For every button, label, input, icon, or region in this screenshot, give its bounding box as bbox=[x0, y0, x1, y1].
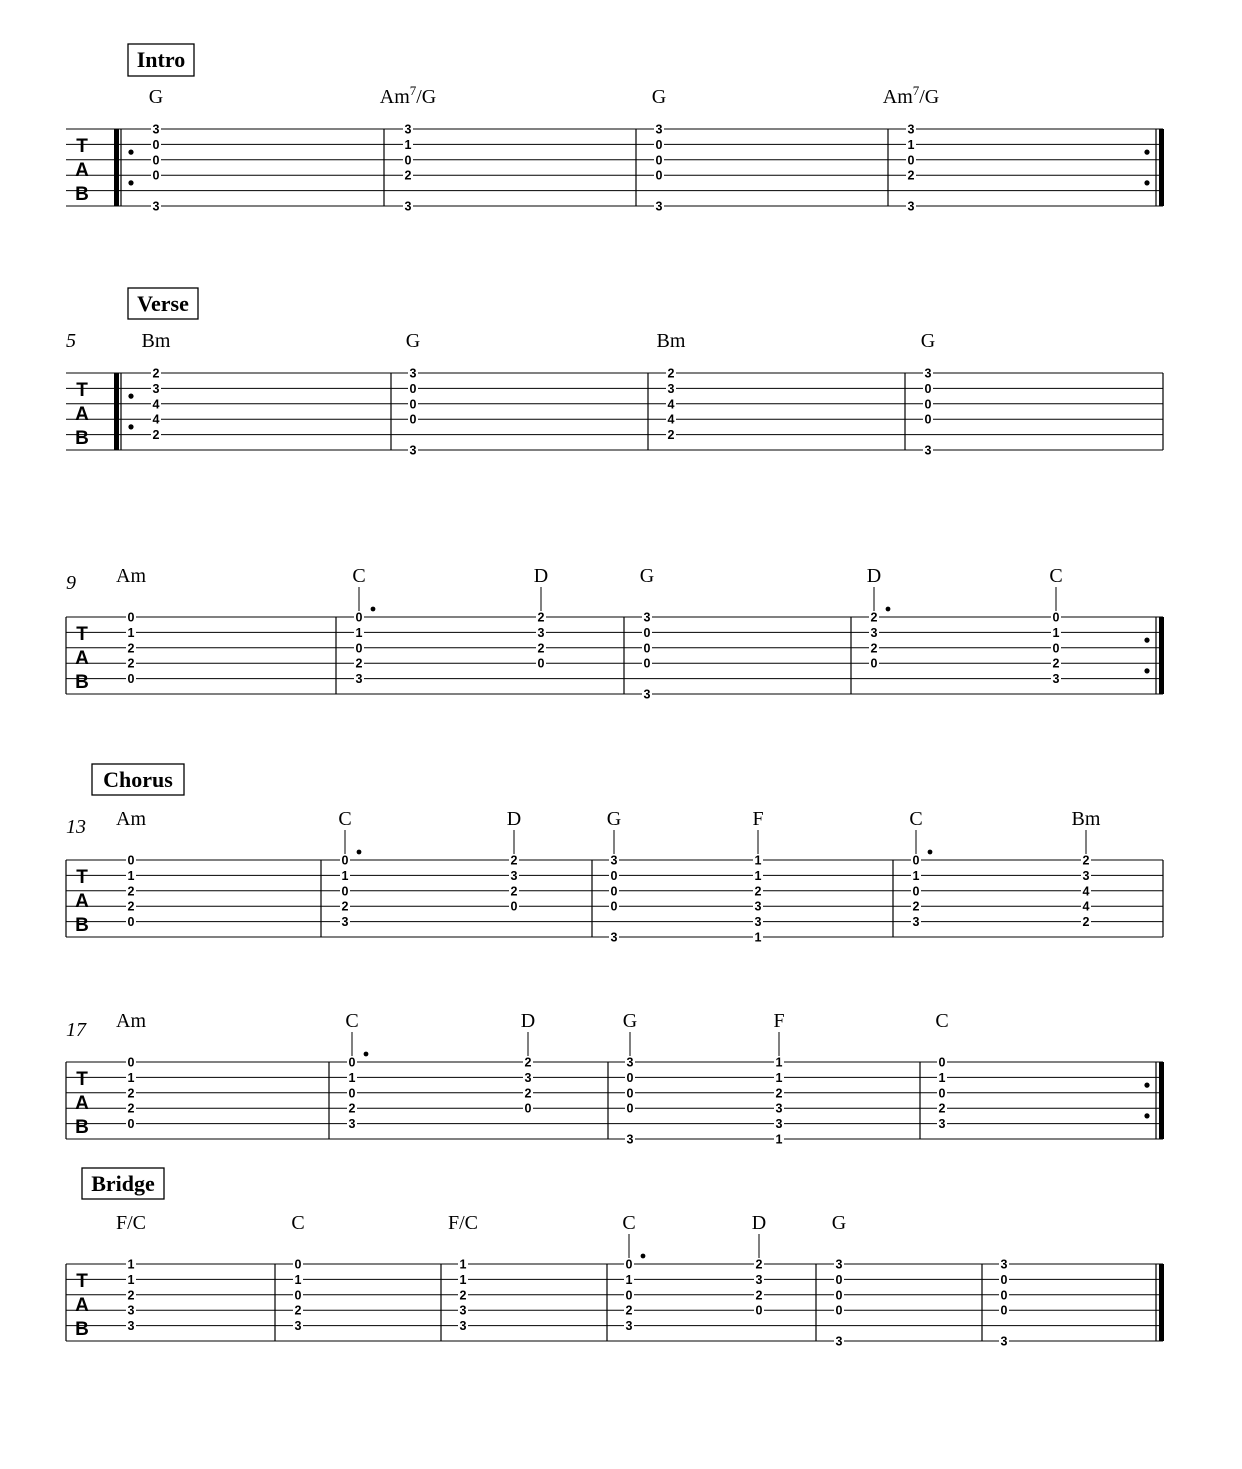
fret-number: 0 bbox=[152, 153, 160, 168]
section-label: Chorus bbox=[103, 767, 173, 792]
tab-chord bbox=[507, 808, 521, 914]
fret-number: 3 bbox=[459, 1303, 467, 1318]
tab-clef-letter: B bbox=[75, 1117, 89, 1138]
fret-number: 3 bbox=[626, 1132, 634, 1147]
fret-number: 2 bbox=[1082, 853, 1090, 868]
fret-number: 2 bbox=[537, 610, 545, 625]
fret-number: 1 bbox=[127, 1257, 135, 1272]
tab-chord bbox=[1049, 565, 1062, 686]
fret-number: 1 bbox=[912, 868, 920, 883]
tab-chord bbox=[406, 330, 420, 458]
chord-name: D bbox=[533, 565, 549, 587]
fret-number: 1 bbox=[754, 853, 762, 868]
chord-name: F/C bbox=[447, 1212, 479, 1234]
fret-number: 0 bbox=[127, 1055, 135, 1070]
fret-number: 2 bbox=[755, 1257, 763, 1272]
fret-number: 0 bbox=[924, 412, 932, 427]
fret-number: 1 bbox=[127, 868, 135, 883]
fret-number: 3 bbox=[835, 1334, 843, 1349]
fret-number: 2 bbox=[510, 853, 518, 868]
chord-name: F/C bbox=[115, 1212, 147, 1234]
tab-chord bbox=[352, 565, 375, 686]
start-repeat-thick-bar bbox=[114, 373, 119, 450]
section-label: Bridge bbox=[91, 1171, 155, 1196]
fret-number: 3 bbox=[754, 915, 762, 930]
fret-number: 3 bbox=[907, 199, 915, 214]
fret-number: 1 bbox=[907, 137, 915, 152]
fret-number: 1 bbox=[775, 1055, 783, 1070]
fret-number: 0 bbox=[643, 641, 651, 656]
tab-chord bbox=[883, 83, 940, 214]
chord-name: Bm bbox=[1071, 808, 1101, 830]
tab-chord bbox=[773, 1010, 784, 1147]
fret-number: 3 bbox=[924, 443, 932, 458]
fret-number: 0 bbox=[835, 1303, 843, 1318]
tab-chord bbox=[149, 86, 163, 214]
chord-name: Am$^7$/G bbox=[882, 83, 940, 108]
fret-number: 2 bbox=[127, 656, 135, 671]
fret-number: 0 bbox=[1000, 1272, 1008, 1287]
tab-clef-letter: A bbox=[75, 160, 89, 181]
fret-number: 2 bbox=[524, 1055, 532, 1070]
chord-name: C bbox=[935, 1010, 949, 1032]
rhythm-dot bbox=[928, 850, 933, 855]
chord-name: G bbox=[405, 330, 421, 352]
fret-number: 0 bbox=[1000, 1303, 1008, 1318]
tab-system bbox=[66, 764, 1163, 945]
tab-system bbox=[66, 1168, 1164, 1349]
chord-name: C bbox=[622, 1212, 636, 1234]
fret-number: 3 bbox=[610, 930, 618, 945]
chord-name: F bbox=[752, 808, 764, 830]
fret-number: 0 bbox=[626, 1101, 634, 1116]
tab-chord bbox=[534, 565, 548, 671]
fret-number: 2 bbox=[127, 1086, 135, 1101]
fret-number: 2 bbox=[537, 641, 545, 656]
fret-number: 0 bbox=[835, 1288, 843, 1303]
chord-name: Bm bbox=[656, 330, 686, 352]
chord-name: C bbox=[909, 808, 923, 830]
fret-number: 0 bbox=[912, 853, 920, 868]
end-thick-bar bbox=[1159, 129, 1164, 206]
fret-number: 2 bbox=[127, 899, 135, 914]
fret-number: 2 bbox=[870, 610, 878, 625]
fret-number: 1 bbox=[625, 1272, 633, 1287]
tab-chord bbox=[752, 808, 763, 945]
fret-number: 3 bbox=[355, 672, 363, 687]
fret-number: 3 bbox=[152, 122, 160, 137]
fret-number: 1 bbox=[754, 930, 762, 945]
fret-number: 3 bbox=[655, 122, 663, 137]
rhythm-dot bbox=[641, 1254, 646, 1259]
fret-number: 2 bbox=[667, 366, 675, 381]
chord-name: C bbox=[352, 565, 366, 587]
fret-number: 3 bbox=[152, 199, 160, 214]
fret-number: 0 bbox=[835, 1272, 843, 1287]
chord-name: G bbox=[651, 86, 667, 108]
fret-number: 3 bbox=[667, 381, 675, 396]
tab-chord bbox=[116, 808, 146, 929]
fret-number: 3 bbox=[870, 625, 878, 640]
tab-system bbox=[66, 565, 1164, 702]
tab-system bbox=[66, 44, 1164, 214]
chord-name: G bbox=[606, 808, 622, 830]
section-label: Intro bbox=[136, 47, 186, 72]
start-repeat-thick-bar bbox=[114, 129, 119, 206]
fret-number: 3 bbox=[755, 1272, 763, 1287]
fret-number: 3 bbox=[655, 199, 663, 214]
repeat-dot bbox=[128, 394, 133, 399]
fret-number: 0 bbox=[626, 1070, 634, 1085]
fret-number: 1 bbox=[127, 1272, 135, 1287]
end-thick-bar bbox=[1159, 1062, 1164, 1139]
tab-chord bbox=[752, 1212, 766, 1318]
fret-number: 2 bbox=[348, 1101, 356, 1116]
fret-number: 3 bbox=[912, 915, 920, 930]
tab-chord bbox=[623, 1010, 637, 1147]
fret-number: 3 bbox=[907, 122, 915, 137]
tab-clef-letter: A bbox=[75, 1093, 89, 1114]
fret-number: 3 bbox=[835, 1257, 843, 1272]
fret-number: 3 bbox=[938, 1117, 946, 1132]
fret-number: 0 bbox=[127, 672, 135, 687]
fret-number: 1 bbox=[775, 1132, 783, 1147]
tab-clef-letter: B bbox=[75, 1319, 89, 1340]
fret-number: 3 bbox=[409, 366, 417, 381]
tab-chord bbox=[291, 1212, 304, 1333]
fret-number: 3 bbox=[643, 610, 651, 625]
fret-number: 4 bbox=[667, 397, 675, 412]
tab-clef-letter: T bbox=[76, 867, 88, 888]
fret-number: 0 bbox=[625, 1288, 633, 1303]
fret-number: 0 bbox=[294, 1257, 302, 1272]
fret-number: 3 bbox=[404, 199, 412, 214]
chord-name: Am$^7$/G bbox=[379, 83, 437, 108]
fret-number: 0 bbox=[341, 884, 349, 899]
chord-name: Am bbox=[116, 565, 146, 587]
fret-number: 2 bbox=[755, 1288, 763, 1303]
fret-number: 3 bbox=[409, 443, 417, 458]
tab-clef-letter: T bbox=[76, 1271, 88, 1292]
chord-name: G bbox=[639, 565, 655, 587]
fret-number: 3 bbox=[537, 625, 545, 640]
fret-number: 0 bbox=[655, 153, 663, 168]
fret-number: 0 bbox=[409, 397, 417, 412]
fret-number: 0 bbox=[152, 137, 160, 152]
tab-chord bbox=[622, 1212, 645, 1333]
fret-number: 1 bbox=[341, 868, 349, 883]
fret-number: 0 bbox=[294, 1288, 302, 1303]
chord-name: D bbox=[520, 1010, 536, 1032]
repeat-dot bbox=[1144, 150, 1149, 155]
fret-number: 0 bbox=[610, 868, 618, 883]
fret-number: 3 bbox=[524, 1070, 532, 1085]
tab-clef-letter: A bbox=[75, 1295, 89, 1316]
fret-number: 3 bbox=[754, 899, 762, 914]
fret-number: 2 bbox=[152, 428, 160, 443]
tab-chord bbox=[116, 565, 146, 686]
fret-number: 2 bbox=[510, 884, 518, 899]
fret-number: 0 bbox=[127, 853, 135, 868]
fret-number: 2 bbox=[294, 1303, 302, 1318]
fret-number: 2 bbox=[524, 1086, 532, 1101]
fret-number: 1 bbox=[127, 1070, 135, 1085]
chord-name: Am bbox=[116, 1010, 146, 1032]
fret-number: 3 bbox=[610, 853, 618, 868]
fret-number: 3 bbox=[294, 1319, 302, 1334]
fret-number: 3 bbox=[459, 1319, 467, 1334]
tab-chord bbox=[832, 1212, 846, 1349]
fret-number: 4 bbox=[152, 397, 160, 412]
fret-number: 2 bbox=[355, 656, 363, 671]
fret-number: 0 bbox=[524, 1101, 532, 1116]
fret-number: 2 bbox=[459, 1288, 467, 1303]
fret-number: 0 bbox=[409, 412, 417, 427]
fret-number: 3 bbox=[127, 1303, 135, 1318]
fret-number: 0 bbox=[510, 899, 518, 914]
chord-name: D bbox=[751, 1212, 767, 1234]
tab-chord bbox=[999, 1258, 1009, 1349]
fret-number: 3 bbox=[152, 381, 160, 396]
rhythm-dot bbox=[357, 850, 362, 855]
tab-clef-letter: B bbox=[75, 915, 89, 936]
chord-name: F bbox=[773, 1010, 785, 1032]
fret-number: 0 bbox=[610, 884, 618, 899]
fret-number: 0 bbox=[127, 915, 135, 930]
fret-number: 0 bbox=[938, 1055, 946, 1070]
fret-number: 2 bbox=[912, 899, 920, 914]
measure-number: 17 bbox=[66, 1019, 86, 1041]
fret-number: 2 bbox=[907, 168, 915, 183]
tab-chord bbox=[116, 1010, 146, 1131]
chord-name: C bbox=[1049, 565, 1063, 587]
chord-name: G bbox=[622, 1010, 638, 1032]
end-thick-bar bbox=[1159, 617, 1164, 694]
chord-name: D bbox=[866, 565, 882, 587]
fret-number: 1 bbox=[754, 868, 762, 883]
tab-chord bbox=[657, 330, 686, 442]
fret-number: 2 bbox=[1052, 656, 1060, 671]
fret-number: 0 bbox=[643, 625, 651, 640]
fret-number: 0 bbox=[610, 899, 618, 914]
fret-number: 3 bbox=[1052, 672, 1060, 687]
fret-number: 1 bbox=[294, 1272, 302, 1287]
fret-number: 0 bbox=[1052, 610, 1060, 625]
fret-number: 3 bbox=[510, 868, 518, 883]
fret-number: 2 bbox=[127, 641, 135, 656]
fret-number: 2 bbox=[127, 884, 135, 899]
tab-chord bbox=[116, 1212, 146, 1333]
fret-number: 1 bbox=[938, 1070, 946, 1085]
tab-chord bbox=[867, 565, 891, 671]
fret-number: 2 bbox=[625, 1303, 633, 1318]
tab-clef-letter: A bbox=[75, 891, 89, 912]
fret-number: 3 bbox=[348, 1117, 356, 1132]
fret-number: 0 bbox=[924, 397, 932, 412]
tab-chord bbox=[338, 808, 361, 929]
fret-number: 3 bbox=[625, 1319, 633, 1334]
tab-chord bbox=[142, 330, 171, 442]
fret-number: 1 bbox=[127, 625, 135, 640]
fret-number: 0 bbox=[1052, 641, 1060, 656]
rhythm-dot bbox=[886, 607, 891, 612]
tab-chord bbox=[380, 83, 437, 214]
repeat-dot bbox=[128, 180, 133, 185]
tab-chord bbox=[1072, 808, 1101, 929]
fret-number: 0 bbox=[355, 641, 363, 656]
section-label: Verse bbox=[137, 291, 189, 316]
tab-chord bbox=[935, 1010, 948, 1131]
chord-name: G bbox=[920, 330, 936, 352]
fret-number: 2 bbox=[341, 899, 349, 914]
fret-number: 2 bbox=[152, 366, 160, 381]
tab-clef-letter: B bbox=[75, 672, 89, 693]
chord-name: C bbox=[345, 1010, 359, 1032]
fret-number: 0 bbox=[404, 153, 412, 168]
fret-number: 2 bbox=[754, 884, 762, 899]
fret-number: 0 bbox=[655, 137, 663, 152]
fret-number: 2 bbox=[938, 1101, 946, 1116]
fret-number: 2 bbox=[127, 1288, 135, 1303]
tab-clef-letter: B bbox=[75, 184, 89, 205]
fret-number: 2 bbox=[667, 428, 675, 443]
fret-number: 0 bbox=[348, 1086, 356, 1101]
fret-number: 3 bbox=[1000, 1334, 1008, 1349]
tab-clef-letter: T bbox=[76, 136, 88, 157]
fret-number: 3 bbox=[404, 122, 412, 137]
fret-number: 0 bbox=[152, 168, 160, 183]
chord-name: D bbox=[506, 808, 522, 830]
end-thick-bar bbox=[1159, 1264, 1164, 1341]
tab-chord bbox=[921, 330, 935, 458]
fret-number: 1 bbox=[355, 625, 363, 640]
fret-number: 1 bbox=[348, 1070, 356, 1085]
repeat-dot bbox=[1144, 638, 1149, 643]
repeat-dot bbox=[1144, 1113, 1149, 1118]
tab-chord bbox=[448, 1212, 478, 1333]
fret-number: 4 bbox=[152, 412, 160, 427]
fret-number: 0 bbox=[348, 1055, 356, 1070]
tab-clef-letter: T bbox=[76, 624, 88, 645]
fret-number: 2 bbox=[404, 168, 412, 183]
fret-number: 0 bbox=[870, 656, 878, 671]
fret-number: 0 bbox=[625, 1257, 633, 1272]
fret-number: 2 bbox=[1082, 915, 1090, 930]
fret-number: 1 bbox=[1052, 625, 1060, 640]
fret-number: 0 bbox=[755, 1303, 763, 1318]
fret-number: 3 bbox=[775, 1101, 783, 1116]
fret-number: 1 bbox=[775, 1070, 783, 1085]
repeat-dot bbox=[1144, 1083, 1149, 1088]
chord-name: G bbox=[831, 1212, 847, 1234]
tab-clef-letter: A bbox=[75, 648, 89, 669]
tab-chord bbox=[909, 808, 932, 929]
fret-number: 1 bbox=[459, 1257, 467, 1272]
fret-number: 0 bbox=[1000, 1288, 1008, 1303]
fret-number: 3 bbox=[924, 366, 932, 381]
fret-number: 0 bbox=[938, 1086, 946, 1101]
fret-number: 0 bbox=[924, 381, 932, 396]
fret-number: 3 bbox=[643, 687, 651, 702]
rhythm-dot bbox=[371, 607, 376, 612]
tab-chord bbox=[345, 1010, 368, 1131]
fret-number: 4 bbox=[1082, 899, 1090, 914]
tab-clef-letter: A bbox=[75, 404, 89, 425]
fret-number: 2 bbox=[775, 1086, 783, 1101]
chord-name: Am bbox=[116, 808, 146, 830]
fret-number: 2 bbox=[127, 1101, 135, 1116]
fret-number: 0 bbox=[626, 1086, 634, 1101]
chord-name: C bbox=[338, 808, 352, 830]
repeat-dot bbox=[1144, 180, 1149, 185]
chord-name: C bbox=[291, 1212, 305, 1234]
fret-number: 1 bbox=[459, 1272, 467, 1287]
measure-number: 9 bbox=[66, 572, 76, 594]
fret-number: 0 bbox=[127, 610, 135, 625]
repeat-dot bbox=[1144, 668, 1149, 673]
tab-clef-letter: T bbox=[76, 1069, 88, 1090]
fret-number: 3 bbox=[626, 1055, 634, 1070]
fret-number: 3 bbox=[1082, 868, 1090, 883]
fret-number: 3 bbox=[127, 1319, 135, 1334]
tab-clef-letter: B bbox=[75, 428, 89, 449]
tab-chord bbox=[521, 1010, 535, 1116]
fret-number: 0 bbox=[643, 656, 651, 671]
tab-chord bbox=[640, 565, 654, 702]
fret-number: 0 bbox=[655, 168, 663, 183]
fret-number: 0 bbox=[127, 1117, 135, 1132]
repeat-dot bbox=[128, 424, 133, 429]
tab-clef-letter: T bbox=[76, 380, 88, 401]
tab-system bbox=[66, 1010, 1164, 1147]
fret-number: 4 bbox=[1082, 884, 1090, 899]
fret-number: 0 bbox=[409, 381, 417, 396]
fret-number: 3 bbox=[341, 915, 349, 930]
fret-number: 1 bbox=[404, 137, 412, 152]
measure-number: 13 bbox=[66, 816, 86, 838]
tab-chord bbox=[607, 808, 621, 945]
chord-name: Bm bbox=[141, 330, 171, 352]
fret-number: 0 bbox=[537, 656, 545, 671]
fret-number: 0 bbox=[912, 884, 920, 899]
rhythm-dot bbox=[364, 1052, 369, 1057]
tab-system bbox=[66, 288, 1163, 458]
fret-number: 4 bbox=[667, 412, 675, 427]
fret-number: 0 bbox=[341, 853, 349, 868]
measure-number: 5 bbox=[66, 330, 76, 352]
fret-number: 2 bbox=[870, 641, 878, 656]
repeat-dot bbox=[128, 150, 133, 155]
chord-name: G bbox=[148, 86, 164, 108]
fret-number: 3 bbox=[775, 1117, 783, 1132]
fret-number: 0 bbox=[355, 610, 363, 625]
fret-number: 0 bbox=[907, 153, 915, 168]
tab-chord bbox=[652, 86, 666, 214]
fret-number: 3 bbox=[1000, 1257, 1008, 1272]
